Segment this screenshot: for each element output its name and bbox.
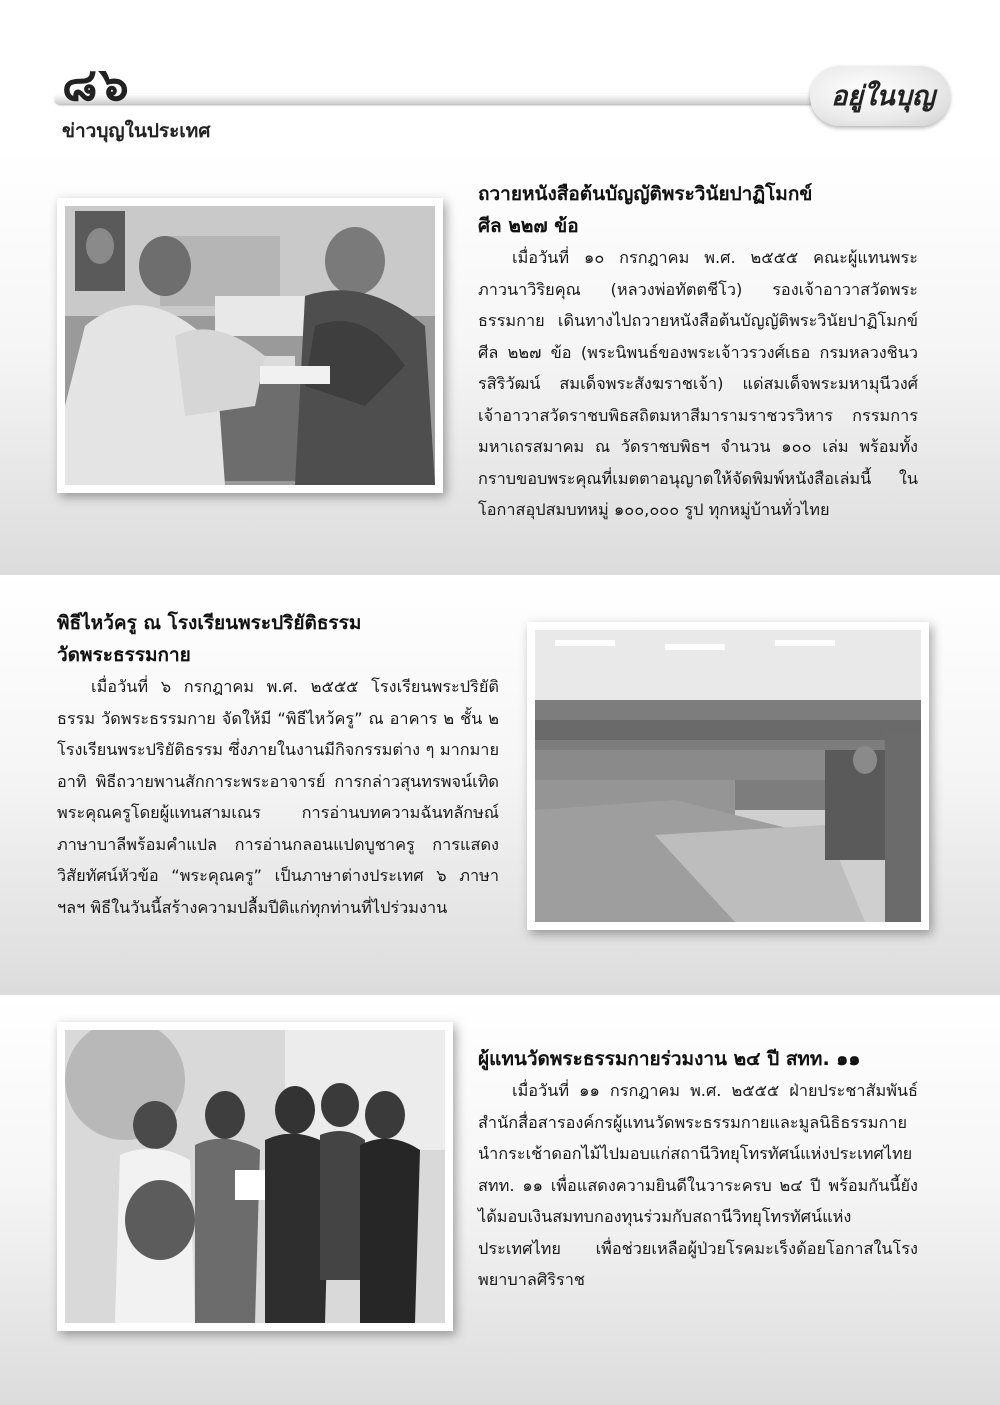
article-title-line-2: วัดพระธรรมกาย <box>57 644 191 666</box>
photo-book-offering-image <box>65 206 435 485</box>
section-label: ข่าวบุญในประเทศ <box>62 120 211 142</box>
photo-tv-station-anniversary-image <box>65 1030 445 1323</box>
header-rule <box>55 94 815 104</box>
photo-book-offering <box>57 198 443 493</box>
article-title <box>478 1043 918 1075</box>
article-body: เมื่อวันที่ ๑๐ กรกฎาคม พ.ศ. ๒๕๕๕ คณะผู้แทนพระภาวนาวิริยคุณ (หลวงพ่อทัตตชีโว) รองเจ้าอาวาสวัดพระธรรมกาย เดินทางไปถวายหนังสือต้นบัญญัติพระวินัยปาฏิโมกข์ ศีล ๒๒๗ ข้อ (พระนิพนธ์ของพระเจ้าวรวงศ์เธอ กรมหลวงชินวรสิริวัฒน์ สมเด็จพระสังฆราชเจ้า) แด่สมเด็จพระมหามุนีวงศ์ เจ้าอาวาสวัดราชบพิธสถิตมหาสีมารามราชวรวิหาร กรรมการมหาเถรสมาคม ณ วัดราชบพิธฯ จำนวน ๑๐๐ เล่ม พร้อมทั้งกราบขอบพระคุณที่เมตตาอนุญาตให้จัดพิมพ์หนังสือเล่มนี้ ในโอกาสอุปสมบทหมู่ ๑๐๐,๐๐๐ รูป ทุกหมู่บ้านทั่วไทย <box>478 248 918 519</box>
article-teacher-ceremony <box>57 607 499 923</box>
article-title <box>57 607 499 671</box>
photo-teacher-ceremony <box>527 622 929 930</box>
magazine-logo-text: อยู่ในบุญ <box>831 81 935 112</box>
photo-teacher-ceremony-image <box>535 630 921 922</box>
article-body: เมื่อวันที่ ๑๑ กรกฎาคม พ.ศ. ๒๕๕๕ ฝ่ายประชาสัมพันธ์สำนักสื่อสารองค์กรผู้แทนวัดพระธรรมกายและมูลนิธิธรรมกาย นำกระเช้าดอกไม้ไปมอบแก่สถานีวิทยุโทรทัศน์แห่งประเทศไทย สทท. ๑๑ เพื่อแสดงความยินดีในวาระครบ ๒๔ ปี พร้อมกันนี้ยังได้มอบเงินสมทบกองทุนร่วมกับสถานีวิทยุโทรทัศน์แห่งประเทศไทย เพื่อช่วยเหลือผู้ป่วยโรคมะเร็งด้อยโอกาสในโรงพยาบาลศิริราช <box>478 1081 918 1289</box>
photo-tv-station-anniversary <box>57 1022 453 1331</box>
article-book-offering <box>478 178 918 526</box>
article-body: เมื่อวันที่ ๖ กรกฎาคม พ.ศ. ๒๕๕๕ โรงเรียนพระปริยัติธรรม วัดพระธรรมกาย จัดให้มี “พิธีไหว้ครู” ณ อาคาร ๒ ชั้น ๒ โรงเรียนพระปริยัติธรรม ซึ่งภายในงานมีกิจกรรมต่าง ๆ มากมาย อาทิ พิธีถวายพานสักการะพระอาจารย์ การกล่าวสุนทรพจน์เทิดพระคุณครูโดยผู้แทนสามเณร การอ่านบทความฉันทลักษณ์ภาษาบาลีพร้อมคำแปล การอ่านกลอนแปดบูชาครู การแสดงวิสัยทัศน์หัวข้อ “พระคุณครู” เป็นภาษาต่างประเทศ ๖ ภาษา ฯลฯ พิธีในวันนี้สร้างความปลื้มปีติแก่ทุกท่านที่ไปร่วมงาน <box>57 677 499 917</box>
article-title-line-2: ศีล ๒๒๗ ข้อ <box>478 215 579 237</box>
article-title-line-1: ผู้แทนวัดพระธรรมกายร่วมงาน ๒๔ ปี สทท. ๑๑ <box>478 1048 861 1070</box>
article-title-line-1: ถวายหนังสือต้นบัญญัติพระวินัยปาฏิโมกข์ <box>478 183 813 205</box>
article-tv-station-anniversary <box>478 1043 918 1296</box>
article-title-line-1: พิธีไหว้ครู ณ โรงเรียนพระปริยัติธรรม <box>57 612 362 634</box>
page-number: ๘๖ <box>62 57 131 111</box>
article-title <box>478 178 918 242</box>
